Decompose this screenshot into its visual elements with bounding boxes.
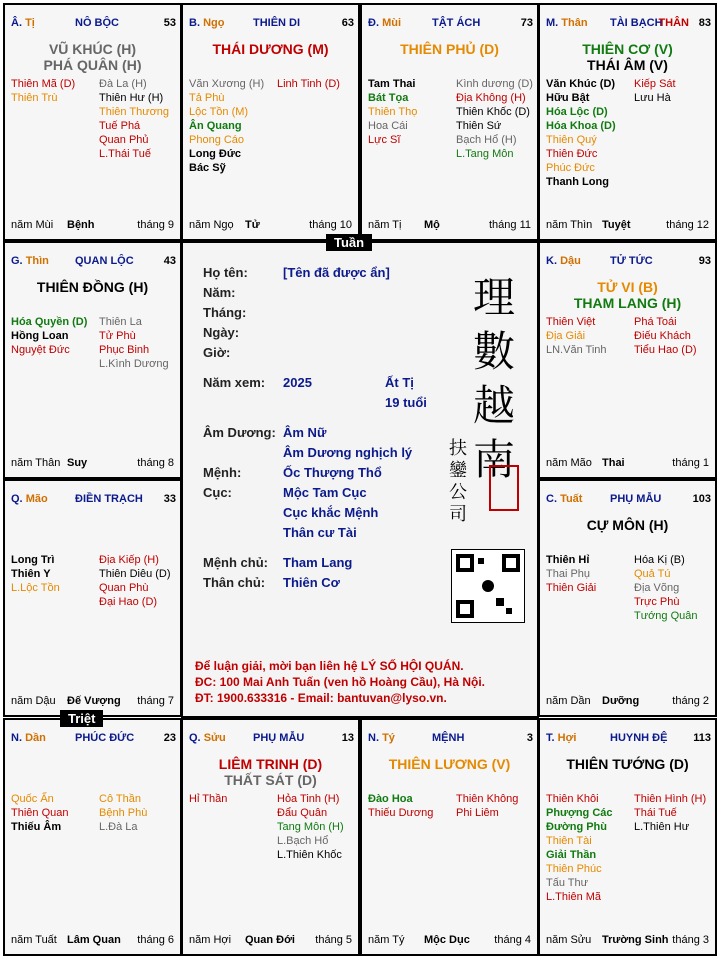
right-stars xyxy=(634,315,697,357)
palace-code: N. Tý xyxy=(368,732,395,744)
minor-star: Thiên Diêu (D) xyxy=(99,568,171,580)
minor-star: Thiên Trù xyxy=(11,92,58,104)
minor-star: L.Bạch Hổ xyxy=(277,835,329,847)
right-stars xyxy=(99,315,169,371)
minor-star: L.Đà La xyxy=(99,821,138,833)
palace-name: TẬT ÁCH xyxy=(432,17,481,29)
palace-footer xyxy=(546,695,709,709)
minor-star: Thiên Không xyxy=(456,793,519,805)
life-stage: Bệnh xyxy=(67,219,95,231)
minor-star: Địa Võng xyxy=(634,582,680,594)
year-label: năm Ngọ xyxy=(189,219,234,231)
am-duong-value: Âm Nữ xyxy=(283,425,327,440)
view-year-label: Năm xem: xyxy=(203,375,266,390)
year-label: năm Dần xyxy=(546,695,591,707)
palace-cell[interactable] xyxy=(538,718,717,956)
qr-code[interactable] xyxy=(451,549,525,623)
minor-star: L.Thiên Mã xyxy=(546,891,602,903)
year-label: năm Tị xyxy=(368,219,402,231)
minor-star: Kiếp Sát xyxy=(634,78,676,90)
main-star: THIÊN TƯỚNG (D) xyxy=(566,756,689,772)
minor-star: Địa Giải xyxy=(546,330,586,342)
year-label: năm Mão xyxy=(546,457,592,469)
year-label: năm Thìn xyxy=(546,219,593,231)
palace-cell[interactable] xyxy=(3,479,182,717)
minor-star: Quả Tú xyxy=(634,568,671,580)
right-stars xyxy=(99,77,169,161)
right-stars xyxy=(277,792,344,862)
calligraphy-char-3: 越 xyxy=(473,381,516,430)
palace-header xyxy=(11,732,176,746)
minor-star: Thiếu Dương xyxy=(368,807,434,819)
month-label: tháng 2 xyxy=(672,695,709,707)
minor-star: Đà La (H) xyxy=(99,78,147,90)
minor-star: Hóa Khoa (D) xyxy=(546,120,616,132)
palace-cell[interactable] xyxy=(538,241,717,479)
main-star: THIÊN PHỦ (D) xyxy=(400,41,499,57)
main-star: THAM LANG (H) xyxy=(573,295,682,311)
year-label: Năm: xyxy=(203,285,236,300)
hour-label: Giờ: xyxy=(203,345,231,360)
minor-star: Đẩu Quân xyxy=(277,807,328,819)
life-stage: Dưỡng xyxy=(602,695,640,707)
minor-star: Địa Không (H) xyxy=(456,92,526,104)
minor-star: Tử Phù xyxy=(99,330,136,342)
month-label: tháng 4 xyxy=(494,934,531,946)
palace-age: 53 xyxy=(163,17,176,29)
right-stars xyxy=(634,553,698,623)
main-star: TỬ VI (B) xyxy=(597,279,658,295)
minor-star: Tướng Quân xyxy=(634,610,698,622)
left-stars xyxy=(546,77,616,189)
main-star: PHÁ QUÂN (H) xyxy=(43,57,142,73)
minor-star: Lộc Tồn (M) xyxy=(189,106,249,118)
minor-star: Thiên Sứ xyxy=(456,120,502,132)
month-label: tháng 3 xyxy=(672,934,709,946)
age-value: 19 tuổi xyxy=(385,395,427,410)
contact-line-3: ĐT: 1900.633316 - Email: bantuvan@lyso.vn. xyxy=(195,691,447,705)
palace-age: 43 xyxy=(163,255,176,267)
palace-cell[interactable] xyxy=(3,3,182,241)
minor-star: Hỉ Thần xyxy=(189,793,228,805)
palace-footer xyxy=(546,219,709,233)
view-year-value: 2025 xyxy=(283,375,312,390)
palace-header xyxy=(546,255,711,269)
palace-header xyxy=(189,732,354,746)
palace-name: ĐIỀN TRẠCH xyxy=(75,493,143,505)
main-star: THIÊN ĐỒNG (H) xyxy=(36,279,149,295)
right-stars xyxy=(634,77,676,105)
palace-header xyxy=(11,17,176,31)
minor-star: Thiên Tài xyxy=(546,835,592,847)
minor-star: Bác Sỹ xyxy=(189,162,226,174)
minor-star: Ân Quang xyxy=(189,120,242,132)
minor-star: Địa Kiếp (H) xyxy=(99,554,159,566)
palace-footer xyxy=(11,219,174,233)
than-chu-label: Thân chủ: xyxy=(203,575,266,590)
month-label: tháng 9 xyxy=(137,219,174,231)
minor-star: Thiên Khôi xyxy=(546,793,599,805)
life-stage: Mộ xyxy=(424,219,440,231)
palace-cell[interactable] xyxy=(181,718,360,956)
main-star: CỰ MÔN (H) xyxy=(586,517,669,533)
palace-code: Q. Mão xyxy=(11,493,48,505)
minor-star: Thiên Y xyxy=(11,568,51,580)
minor-star: Bát Tọa xyxy=(368,92,409,104)
minor-star: Thiên Đức xyxy=(546,148,598,160)
palace-footer xyxy=(11,695,174,709)
left-stars xyxy=(11,792,68,834)
minor-star: Thiếu Âm xyxy=(11,821,62,833)
left-stars xyxy=(368,792,433,820)
left-stars xyxy=(189,77,264,175)
menh-value: Ốc Thượng Thổ xyxy=(283,465,382,480)
palace-name: NÔ BỘC xyxy=(75,17,119,29)
minor-star: Quan Phủ xyxy=(99,134,149,146)
minor-star: Phong Cáo xyxy=(189,134,245,146)
minor-star: Văn Khúc (D) xyxy=(546,78,616,90)
palace-code: G. Thìn xyxy=(11,255,49,267)
minor-star: Thiên Quý xyxy=(546,134,597,146)
calligraphy-char-2: 數 xyxy=(473,327,516,376)
right-stars xyxy=(456,792,518,820)
menh-label: Mệnh: xyxy=(203,465,242,480)
palace-footer xyxy=(11,934,174,948)
minor-star: L.Tang Môn xyxy=(456,148,514,160)
main-star: LIÊM TRINH (D) xyxy=(218,756,323,772)
seal-char-3: 公 xyxy=(449,482,467,503)
main-star: THẤT SÁT (D) xyxy=(224,772,317,788)
view-year-can-chi: Ất Tị xyxy=(385,375,414,390)
minor-star: Phục Binh xyxy=(99,344,150,356)
palace-code: C. Tuất xyxy=(546,493,583,505)
palace-age: 103 xyxy=(692,493,711,505)
minor-star: Long Trì xyxy=(11,554,55,566)
minor-star: L.Thiên Hư xyxy=(634,821,690,833)
palace-name: TÀI BẠCH xyxy=(610,17,663,29)
palace-code: N. Dần xyxy=(11,732,46,744)
minor-star: Thai Phụ xyxy=(546,568,591,580)
minor-star: Thiên La xyxy=(99,316,142,328)
minor-star: Đại Hao (D) xyxy=(99,596,158,608)
minor-star: Quốc Ấn xyxy=(11,793,54,805)
than-marker: THÂN xyxy=(658,17,689,29)
minor-star: Nguyệt Đức xyxy=(11,344,70,356)
left-stars xyxy=(11,553,60,595)
minor-star: Hóa Quyền (D) xyxy=(11,316,88,328)
palace-footer xyxy=(546,457,709,471)
palace-cell[interactable] xyxy=(538,479,717,717)
triet-tag: Triệt xyxy=(60,710,103,727)
minor-star: Long Đức xyxy=(189,148,241,160)
main-star: THIÊN CƠ (V) xyxy=(582,41,673,57)
palace-header xyxy=(546,493,711,507)
minor-star: Đào Hoa xyxy=(368,793,413,805)
palace-header xyxy=(546,732,711,746)
palace-name: PHÚC ĐỨC xyxy=(75,732,135,744)
minor-star: Thiên Quan xyxy=(11,807,69,819)
palace-header xyxy=(546,17,711,31)
minor-star: Phá Toái xyxy=(634,316,677,328)
year-label: năm Sửu xyxy=(546,934,592,946)
minor-star: Hóa Lộc (D) xyxy=(546,106,608,118)
month-label: Tháng: xyxy=(203,305,247,320)
calligraphy-char-1: 理 xyxy=(473,273,516,322)
palace-code: K. Dậu xyxy=(546,255,581,267)
palace-age: 113 xyxy=(693,732,711,744)
minor-star: Cô Thần xyxy=(99,793,141,805)
minor-star: Lực Sĩ xyxy=(368,134,401,146)
minor-star: Thiên Khốc (D) xyxy=(456,106,530,118)
left-stars xyxy=(546,315,607,357)
main-star: THIÊN LƯƠNG (V) xyxy=(388,756,511,772)
month-label: tháng 6 xyxy=(137,934,174,946)
minor-star: L.Lộc Tồn xyxy=(11,582,60,594)
minor-star: Hỏa Tinh (H) xyxy=(277,793,340,805)
minor-star: Hóa Kị (B) xyxy=(634,554,685,566)
minor-star: L.Thái Tuế xyxy=(99,148,151,160)
minor-star: Thiên Hình (H) xyxy=(634,793,707,805)
minor-star: Văn Xương (H) xyxy=(189,78,265,90)
minor-star: Linh Tinh (D) xyxy=(277,78,340,90)
palace-code: Â. Tị xyxy=(11,17,35,29)
month-label: tháng 5 xyxy=(315,934,352,946)
name-label: Họ tên: xyxy=(203,265,248,280)
minor-star: L.Kình Dương xyxy=(99,358,169,370)
minor-star: LN.Văn Tinh xyxy=(546,344,607,356)
minor-star: Thiên Thọ xyxy=(368,106,418,118)
menh-chu-label: Mệnh chủ: xyxy=(203,555,268,570)
minor-star: Kình dương (D) xyxy=(456,78,533,90)
palace-header xyxy=(11,255,176,269)
palace-age: 73 xyxy=(520,17,533,29)
minor-star: Hữu Bật xyxy=(546,92,590,104)
palace-header xyxy=(189,17,354,31)
life-stage: Trường Sinh xyxy=(602,934,669,946)
red-seal xyxy=(489,465,519,511)
minor-star: Quan Phù xyxy=(99,582,149,594)
life-stage: Tuyệt xyxy=(602,219,631,231)
name-value: [Tên đã được ẩn] xyxy=(283,265,390,280)
life-stage: Đế Vượng xyxy=(67,695,121,707)
right-stars xyxy=(99,553,171,609)
palace-cell[interactable] xyxy=(538,3,717,241)
palace-age: 3 xyxy=(526,732,533,744)
palace-footer xyxy=(546,934,709,948)
palace-age: 23 xyxy=(163,732,176,744)
minor-star: Hoa Cái xyxy=(368,120,408,132)
life-stage: Suy xyxy=(67,457,88,469)
minor-star: Bệnh Phù xyxy=(99,807,148,819)
minor-star: Tang Môn (H) xyxy=(277,821,344,833)
month-label: tháng 11 xyxy=(488,219,531,231)
palace-code: B. Ngọ xyxy=(189,17,225,29)
month-label: tháng 1 xyxy=(672,457,709,469)
main-star: VŨ KHÚC (H) xyxy=(48,41,137,57)
cuc-note-2: Thân cư Tài xyxy=(283,525,357,540)
palace-footer xyxy=(189,219,352,233)
day-label: Ngày: xyxy=(203,325,240,340)
contact-line-2: ĐC: 100 Mai Anh Tuấn (ven hồ Hoàng Cầu), Hà Nội. xyxy=(195,675,486,689)
life-stage: Tử xyxy=(245,219,260,231)
seal-char-2: 鑾 xyxy=(449,460,467,481)
minor-star: L.Thiên Khốc xyxy=(277,849,342,861)
minor-star: Tam Thai xyxy=(368,78,416,90)
am-duong-label: Âm Dương: xyxy=(203,425,276,440)
palace-age: 33 xyxy=(163,493,176,505)
right-stars xyxy=(99,792,147,834)
year-label: năm Tý xyxy=(368,934,405,946)
palace-header xyxy=(368,17,533,31)
month-label: tháng 8 xyxy=(137,457,174,469)
minor-star: Phi Liêm xyxy=(456,807,499,819)
minor-star: Thiên Việt xyxy=(546,316,596,328)
calligraphy-char-4: 南 xyxy=(473,435,516,484)
palace-header xyxy=(11,493,176,507)
right-stars xyxy=(277,77,340,91)
minor-star: Thiên Mã (D) xyxy=(11,78,76,90)
minor-star: Thái Tuế xyxy=(634,807,677,819)
left-stars xyxy=(368,77,417,147)
minor-star: Lưu Hà xyxy=(634,92,671,104)
palace-cell[interactable] xyxy=(3,718,182,956)
cuc-label: Cục: xyxy=(203,485,232,500)
palace-code: Đ. Mùi xyxy=(368,17,402,29)
seal-char-4: 司 xyxy=(449,504,467,525)
minor-star: Thiên Hư (H) xyxy=(99,92,164,104)
minor-star: Trực Phù xyxy=(634,596,680,608)
than-chu-value: Thiên Cơ xyxy=(283,575,340,590)
palace-code: T. Hợi xyxy=(546,732,577,744)
year-label: năm Thân xyxy=(11,457,61,469)
palace-footer xyxy=(368,934,531,948)
main-star: THÁI DƯƠNG (M) xyxy=(212,41,329,57)
minor-star: Tả Phù xyxy=(189,92,225,104)
palace-cell[interactable] xyxy=(360,3,539,241)
year-label: năm Tuất xyxy=(11,934,57,946)
year-label: năm Mùi xyxy=(11,219,54,231)
palace-cell[interactable] xyxy=(3,241,182,479)
minor-star: Thiên Phúc xyxy=(546,863,602,875)
life-stage: Thai xyxy=(602,457,625,469)
palace-name: HUYNH ĐỆ xyxy=(610,732,668,744)
palace-name: MỆNH xyxy=(432,732,465,744)
minor-star: Bạch Hổ (H) xyxy=(456,134,517,146)
center-info-panel xyxy=(181,241,539,718)
minor-star: Giải Thần xyxy=(546,849,597,861)
palace-age: 13 xyxy=(341,732,354,744)
minor-star: Thiên Thương xyxy=(99,106,170,118)
left-stars xyxy=(11,315,87,357)
tuan-tag: Tuần xyxy=(326,234,372,251)
palace-header xyxy=(368,732,533,746)
am-duong-note: Âm Dương nghịch lý xyxy=(283,445,413,460)
palace-cell[interactable] xyxy=(360,718,539,956)
cuc-value: Mộc Tam Cục xyxy=(283,485,367,500)
right-stars xyxy=(634,792,706,834)
life-stage: Lâm Quan xyxy=(67,934,121,946)
minor-star: Tấu Thư xyxy=(546,877,589,889)
palace-age: 83 xyxy=(698,17,711,29)
left-stars xyxy=(546,792,613,904)
year-label: năm Hợi xyxy=(189,934,232,946)
palace-code: M. Thân xyxy=(546,17,588,29)
seal-char-1: 扶 xyxy=(449,438,467,459)
minor-star: Phúc Đức xyxy=(546,162,595,174)
life-stage: Quan Đới xyxy=(245,934,295,946)
palace-age: 63 xyxy=(341,17,354,29)
minor-star: Thanh Long xyxy=(546,176,609,188)
palace-age: 93 xyxy=(698,255,711,267)
life-stage: Mộc Dục xyxy=(424,934,470,946)
palace-name: TỬ TỨC xyxy=(610,255,653,267)
month-label: tháng 7 xyxy=(137,695,174,707)
minor-star: Thiên Giải xyxy=(546,582,597,594)
left-stars xyxy=(11,77,75,105)
menh-chu-value: Tham Lang xyxy=(283,555,353,570)
contact-line-1: Để luận giải, mời bạn liên hệ LÝ SỐ HỘI QUÁN. xyxy=(195,659,464,673)
right-stars xyxy=(456,77,533,161)
minor-star: Phượng Các xyxy=(546,807,613,819)
left-stars xyxy=(546,553,596,595)
month-label: tháng 12 xyxy=(666,219,709,231)
cuc-note-1: Cục khắc Mệnh xyxy=(283,505,379,520)
minor-star: Điếu Khách xyxy=(634,330,691,342)
minor-star: Hồng Loan xyxy=(11,330,69,342)
month-label: tháng 10 xyxy=(309,219,352,231)
palace-name: QUAN LỘC xyxy=(75,255,134,267)
palace-name: PHỤ MẪU xyxy=(610,493,662,505)
minor-star: Tuế Phá xyxy=(99,120,141,132)
palace-name: THIÊN DI xyxy=(253,17,301,29)
palace-footer xyxy=(189,934,352,948)
main-star: THÁI ÂM (V) xyxy=(587,57,668,73)
palace-footer xyxy=(11,457,174,471)
palace-name: PHỤ MẪU xyxy=(253,732,305,744)
palace-cell[interactable] xyxy=(181,3,360,241)
palace-code: Q. Sửu xyxy=(189,732,226,744)
minor-star: Thiên Hỉ xyxy=(546,554,590,566)
left-stars xyxy=(189,792,227,806)
minor-star: Đường Phù xyxy=(546,821,607,833)
year-label: năm Dậu xyxy=(11,695,56,707)
minor-star: Tiểu Hao (D) xyxy=(634,344,697,356)
palace-footer xyxy=(368,219,531,233)
